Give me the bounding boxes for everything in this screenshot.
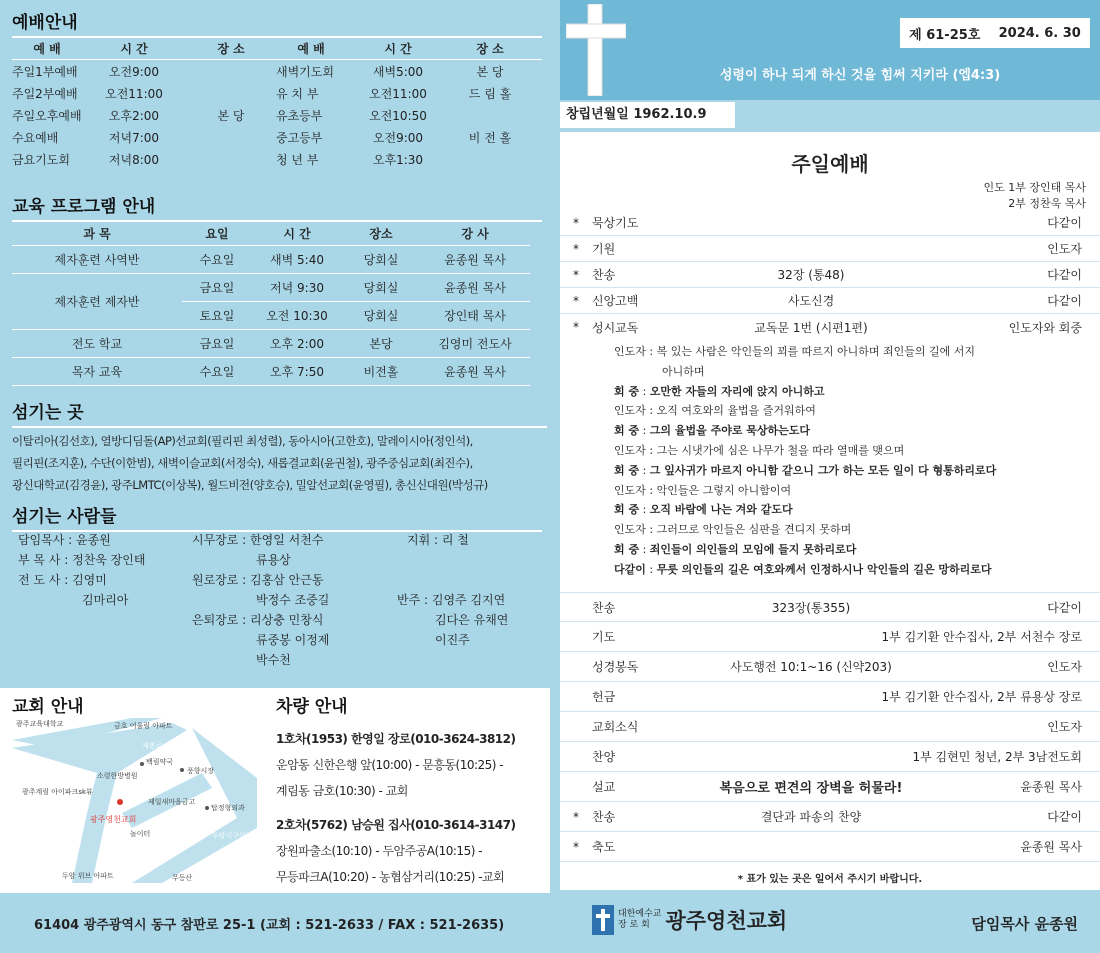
church-name: 광주영천교회	[665, 909, 788, 933]
service-leader-1: 인도 1부 장인태 목사	[983, 181, 1086, 194]
standing-note: * 표가 있는 곳은 일어서 주시기 바랍니다.	[737, 874, 923, 885]
map-label: 풍향시장	[187, 767, 215, 775]
map-section	[12, 692, 257, 887]
map-label: 금호 어울림 아파트	[114, 722, 173, 730]
bus-routes: 1호차(1953) 한영일 장로(010-3624-3812) 운암동 신한은행 앞(10:00) - 문흥동(10:25) - 계림동 금호(10:30) - 교회 2호차(5762) 남승원 집사(010-3614-3147) 장원파출소(10:10) - 두암주공A(10:15) - 무등파크A(10:20) - 농협삼거리(10:25) -교회	[276, 726, 546, 890]
order-item: * 성시교독 교독문 1번 (시편1편) 인도자와 회중	[573, 320, 1082, 335]
worship-table-body: 주일1부예배 오전9:00 새벽기도회 새벽5:00 본 당 주일2부예배 오전11:00 유 치 부 오전11:00 드 림 홀 주일오후예배 오후2:00 본 당 유초등부 오전10:50 수요예배 저녁7:00 중고등부 오전9:00 비 전 홀 금요기도회 저녁8:00 청 년 부 오후1:30	[12, 64, 512, 167]
sunday-title: 주일예배	[791, 152, 869, 176]
footer-pastor: 담임목사 윤종원	[971, 915, 1078, 933]
denomination-top: 대한예수교	[618, 909, 662, 919]
people-col1: 담임목사 : 윤종원 부 목 사 : 정찬욱 장인태 전 도 사 : 김영미 김마리아	[18, 533, 146, 607]
denomination-bottom: 장 로 회	[618, 920, 650, 930]
order-item-sermon: 설교 복음으로 편견의 장벽을 허물라! 윤종원 목사	[560, 772, 1100, 802]
bus-1-title: 1호차(1953) 한영일 장로(010-3624-3812)	[276, 732, 516, 746]
map-label: 제일새마을금고	[148, 798, 196, 806]
education-table: 과 목 요일 시 간 장소 강 사 제자훈련 사역반 수요일 새벽 5:40 당회실 윤종원 목사 제자훈련 제자반 금요일 저녁 9:30 당회실 윤종원 목사 토요일 오전 10:30 당회실 장인태 목사 전도 학교 금요일 오후 2:00 본당 김영미 전도사 목자 교육 수요일 오후 7:50 비전홀 윤종원 목사	[12, 222, 542, 386]
worship-table-header: 예 배 시 간 장 소 예 배 시 간 장 소	[12, 38, 542, 60]
worship-section	[12, 8, 542, 170]
order-item: 찬양 1부 김현민 청년, 2부 3남전도회	[560, 742, 1100, 772]
church-marker-icon	[117, 799, 123, 805]
map-label: 광주교육대학교	[16, 720, 64, 728]
map-label: 탑정형외과	[211, 804, 245, 812]
place-dot-icon	[205, 806, 209, 810]
order-item: 헌금 1부 김기환 안수집사, 2부 류용상 장로	[560, 682, 1100, 712]
people-title: 섬기는 사람들	[12, 502, 542, 532]
location-map[interactable]	[12, 718, 257, 883]
responsive-reading: 인도자 : 복 있는 사람은 악인들의 꾀를 따르지 아니하며 죄인들의 길에 서지 아니하며 회 중 : 오만한 자들의 자리에 앉지 아니하고 인도자 : 오직 여호와의 율법을 즐거워하여 회 중 : 그의 율법을 주야로 묵상하는도다 인도자 : 그는 시냇가에 심은 나무가 철을 따라 열매를 맺으며 회 중 : 그 잎사귀가 마르지 아니함 같으니 그가 하는 모든 일이 다 형통하리로다 인도자 : 악인들은 그렇지 아니함이여 회 중 : 오직 바람에 나는 겨와 같도다 인도자 : 그러므로 악인들은 심판을 견디지 못하며 회 중 : 죄인들이 의인들의 모임에 들지 못하리로다 다같이 : 무릇 의인들의 길은 여호와께서 인정하시나 악인들의 길은 망하리로다	[614, 345, 997, 576]
issue-date: 2024. 6. 30	[998, 25, 1081, 41]
map-label: 무등산	[172, 874, 193, 882]
mission-title: 섬기는 곳	[12, 398, 547, 428]
people-col3: 지휘 : 리 철 반주 : 김영주 김지연 김다은 유채연 이진주	[397, 533, 509, 647]
map-label-church: 광주영천교회	[90, 815, 137, 824]
map-label: 두암 위브 아파트	[62, 872, 114, 880]
sunday-service-panel	[560, 132, 1100, 890]
order-item: * 기원 인도자	[560, 236, 1100, 262]
order-item: * 묵상기도 다같이	[560, 210, 1100, 236]
map-label: 광주계림 아이파크sk뷰	[22, 788, 93, 796]
motto: 성령이 하나 되게 하신 것을 힘써 지키라 (엡4:3)	[719, 68, 1001, 83]
order-item: 기도 1부 김기환 안수집사, 2부 서천수 장로	[560, 622, 1100, 652]
bus-section	[276, 692, 546, 890]
bus-title: 차량 안내	[276, 692, 371, 722]
order-item: 교회소식 인도자	[560, 712, 1100, 742]
footer-address: 61404 광주광역시 동구 참판로 25-1 (교회 : 521-2633 / FAX : 521-2635)	[34, 918, 505, 933]
map-label: 두암지구입구	[212, 832, 253, 840]
place-dot-icon	[180, 768, 184, 772]
founded-date: 창립년월일 1962.10.9	[560, 102, 735, 128]
order-item: * 찬송 결단과 파송의 찬양 다같이	[560, 802, 1100, 832]
bus-2-title: 2호차(5762) 남승원 집사(010-3614-3147)	[276, 818, 516, 832]
map-label: 백림약국	[146, 758, 174, 766]
mission-list: 이탈리아(김선호), 열방디딤돌(AP)선교회(필리핀 최성렬), 동아시아(고한호), 말레이시아(정인석), 필리핀(조지훈), 수단(이한범), 새벽이슬교회(서정숙), 새롭결교회(윤권철), 광주중심교회(최진수), 광신대학교(김경윤), 광주LMTC(이상복), 월드비전(양호승), 밀알선교회(윤영필), 총신신대원(박성규)	[12, 434, 488, 492]
map-label: 놀이터	[130, 830, 151, 838]
church-logo-icon	[592, 905, 614, 935]
education-section	[12, 192, 542, 386]
cross-icon	[566, 4, 626, 96]
map-title: 교회 안내	[12, 692, 107, 722]
service-leader-2: 2부 정찬욱 목사	[1008, 197, 1086, 210]
place-dot-icon	[140, 762, 144, 766]
issue-box	[900, 18, 1090, 48]
issue-number: 제 61-25호	[909, 27, 981, 43]
mission-section	[12, 398, 547, 496]
footer	[0, 893, 1100, 953]
order-item: 찬송 323장(통355) 다같이	[560, 592, 1100, 622]
people-section	[12, 502, 542, 667]
education-title: 교육 프로그램 안내	[12, 192, 542, 222]
order-item: * 축도 윤종원 목사	[560, 832, 1100, 862]
map-label: 제봉로	[142, 742, 163, 750]
footer-logo	[592, 905, 787, 935]
people-col2: 시무장로 : 한영일 서천수 류용상 원로장로 : 김홍삼 안근동 박정수 조중길 은퇴장로 : 리상충 민창식 류중봉 이정제 박수천	[192, 533, 330, 667]
map-label: 소령한방병원	[97, 772, 138, 780]
order-item: * 찬송 32장 (통48) 다같이	[560, 262, 1100, 288]
order-item: * 신앙고백 사도신경 다같이	[560, 288, 1100, 314]
worship-title: 예배안내	[12, 8, 542, 38]
worship-left-place: 본 당	[217, 108, 245, 123]
order-item: 성경봉독 사도행전 10:1~16 (신약203) 인도자	[560, 652, 1100, 682]
header-panel	[560, 0, 1100, 100]
